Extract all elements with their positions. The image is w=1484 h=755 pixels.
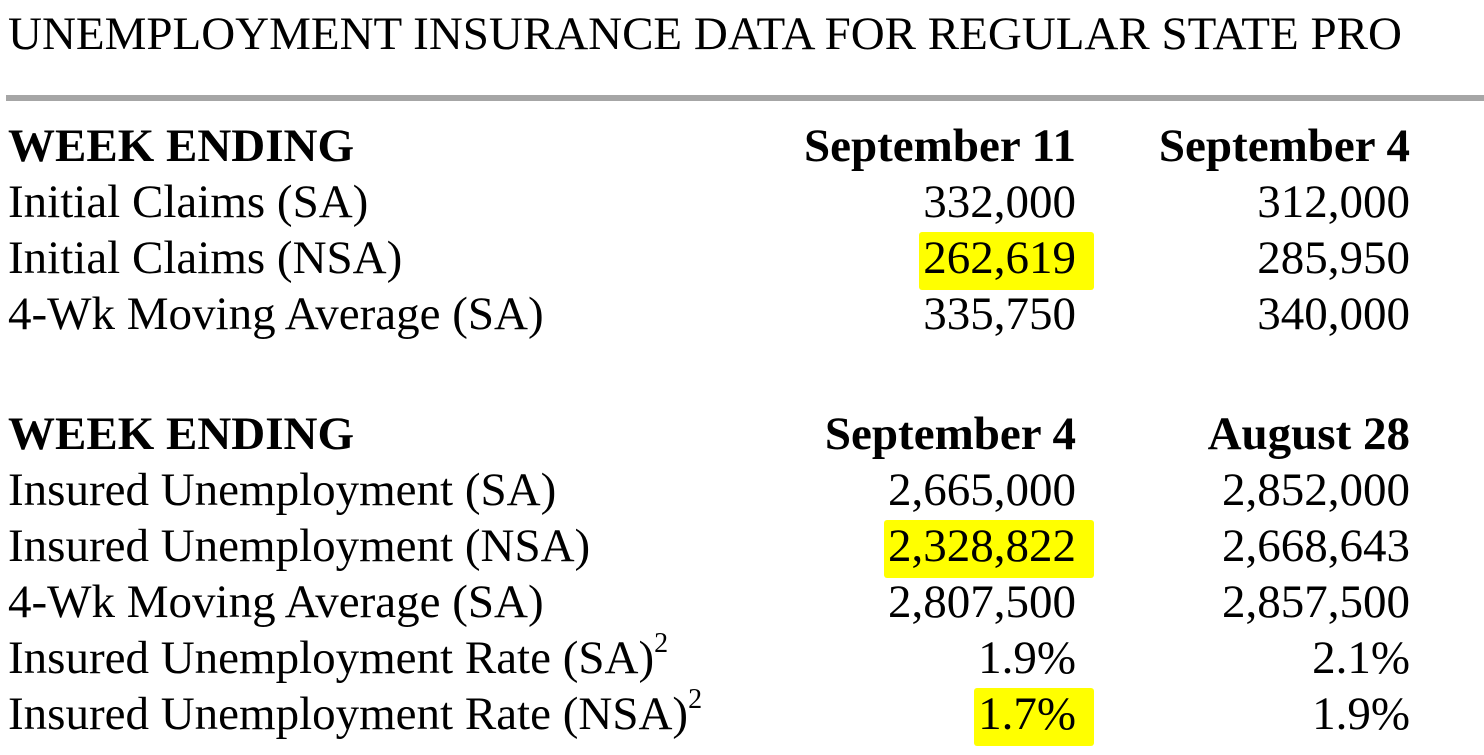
- row-value-col1-highlighted: [923, 230, 1076, 286]
- row-value-col1-highlighted: [978, 686, 1076, 742]
- report-title: UNEMPLOYMENT INSURANCE DATA FOR REGULAR STATE PRO: [8, 8, 1402, 60]
- table-row-insured-unemployment-sa: [0, 462, 1484, 518]
- row-value-col2: 340,000: [1257, 288, 1410, 340]
- row-label: 4-Wk Moving Average (SA): [8, 288, 544, 340]
- row-label: [8, 630, 668, 686]
- section1-header-col1: September 11: [804, 120, 1076, 172]
- row-label: [8, 686, 702, 742]
- table-row-4wk-moving-average-sa: [0, 574, 1484, 630]
- row-value-col1-highlighted: [888, 518, 1076, 574]
- row-label: 4-Wk Moving Average (SA): [8, 576, 544, 628]
- section2-header-row: [0, 406, 1484, 462]
- row-value-col2: 2,668,643: [1222, 520, 1410, 572]
- highlighted-value: 262,619: [919, 232, 1094, 290]
- row-value-col2: 2.1%: [1312, 632, 1410, 684]
- row-label-text: Insured Unemployment Rate (SA): [8, 632, 655, 684]
- table-row-insured-unemployment-nsa: [0, 518, 1484, 574]
- row-value-col1: 1.9%: [978, 632, 1076, 684]
- table-row-initial-claims-sa: [0, 174, 1484, 230]
- table-row-insured-unemployment-rate-sa: [0, 630, 1484, 686]
- row-value-col2: 312,000: [1257, 176, 1410, 228]
- row-value-col1: 335,750: [923, 288, 1076, 340]
- row-label-text: Insured Unemployment Rate (NSA): [8, 688, 689, 740]
- table-row-insured-unemployment-rate-nsa: [0, 686, 1484, 742]
- row-value-col2: 1.9%: [1312, 688, 1410, 740]
- row-value-col1: 2,807,500: [888, 576, 1076, 628]
- footnote-marker: 2: [688, 684, 703, 716]
- row-value-col2: 285,950: [1257, 232, 1410, 284]
- row-value-col2: 2,857,500: [1222, 576, 1410, 628]
- footnote-marker: 2: [654, 628, 669, 660]
- section2-header-label: WEEK ENDING: [8, 408, 355, 460]
- row-label: Initial Claims (NSA): [8, 232, 403, 284]
- table-row-initial-claims-nsa: [0, 230, 1484, 286]
- title-divider: [6, 95, 1484, 101]
- row-label: Insured Unemployment (NSA): [8, 520, 591, 572]
- row-value-col2: 2,852,000: [1222, 464, 1410, 516]
- section1-header-label: WEEK ENDING: [8, 120, 355, 172]
- table-row-4wk-moving-average-sa: [0, 286, 1484, 342]
- section1-header-col2: September 4: [1158, 120, 1410, 172]
- section2-header-col1: September 4: [824, 408, 1076, 460]
- section2-header-col2: August 28: [1207, 408, 1410, 460]
- row-label: Insured Unemployment (SA): [8, 464, 557, 516]
- highlighted-value: 2,328,822: [884, 520, 1094, 578]
- highlighted-value: 1.7%: [974, 688, 1094, 746]
- row-value-col1: 2,665,000: [888, 464, 1076, 516]
- row-label: Initial Claims (SA): [8, 176, 369, 228]
- row-value-col1: 332,000: [923, 176, 1076, 228]
- section1-header-row: [0, 118, 1484, 174]
